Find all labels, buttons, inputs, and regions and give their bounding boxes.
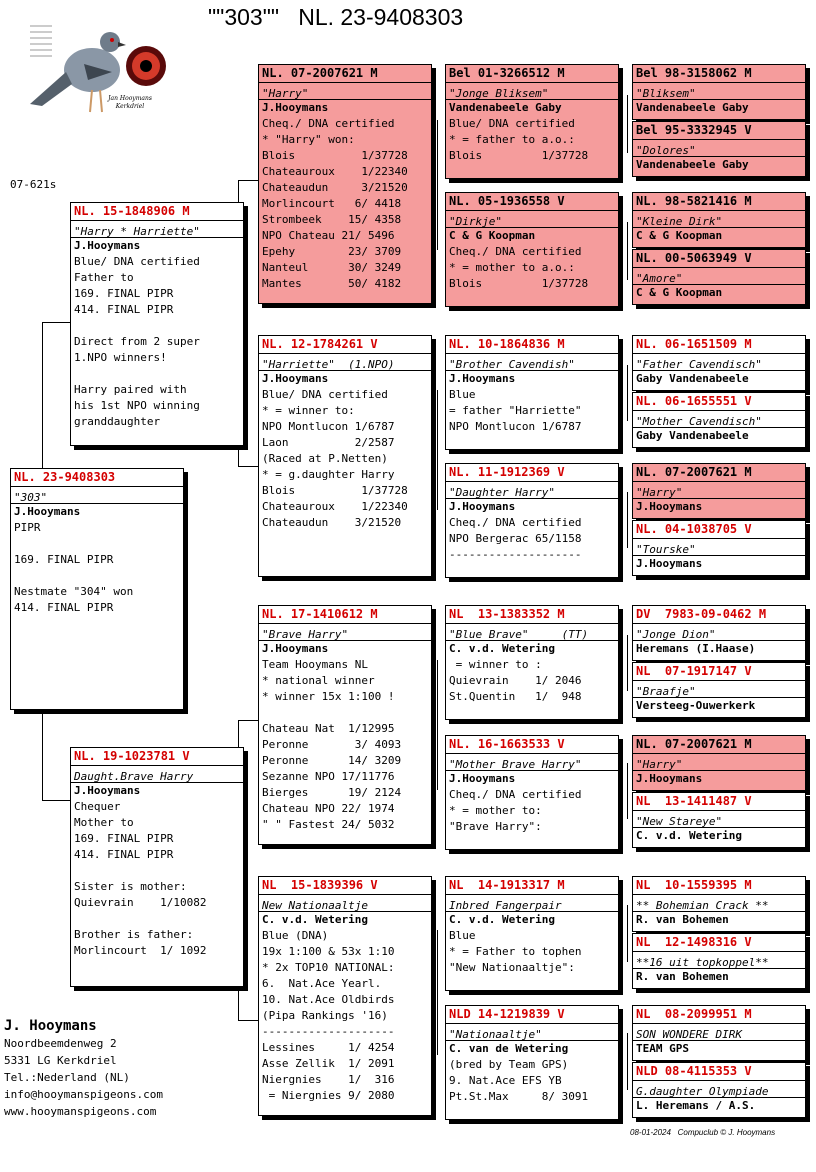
pigeon-card-h3 xyxy=(632,192,806,248)
ring-number: NL 14-1913317 M xyxy=(446,877,618,895)
pigeon-name: "Mother Cavendisch" xyxy=(633,411,805,428)
breeder-name: J.Hooymans xyxy=(74,239,141,252)
ring-number: NL. 10-1864836 M xyxy=(446,336,618,354)
info-line: Chateaudun 3/21520 xyxy=(262,516,402,529)
ring-number: Bel 01-3266512 M xyxy=(446,65,618,83)
breeder-name: C. v.d. Wetering xyxy=(449,913,555,926)
pigeon-name: "Jonge Dion" xyxy=(633,624,805,641)
connector xyxy=(238,180,258,181)
info-line: PIPR xyxy=(14,521,41,534)
breeder-name: Heremans (I.Haase) xyxy=(636,642,756,655)
info-line: 414. FINAL PIPR xyxy=(14,601,114,614)
info-line: 19x 1:100 & 53x 1:10 xyxy=(262,945,395,958)
pigeon-name: "Father Cavendisch" xyxy=(633,354,805,371)
pigeon-name: "Jonge Bliksem" xyxy=(446,83,618,100)
breeder-name: C & G Koopman xyxy=(636,229,723,242)
breeder-name: C. van de Wetering xyxy=(449,1042,569,1055)
connector xyxy=(238,720,258,721)
ring-number: NL 08-2099951 M xyxy=(633,1006,805,1024)
breeder-name: J.Hooymans xyxy=(262,642,329,655)
info-line: = winner to : xyxy=(449,658,542,671)
info-line: * winner 15x 1:100 ! xyxy=(262,690,395,703)
pigeon-name: "Daughter Harry" xyxy=(446,482,618,499)
ring-number: NL 13-1383352 M xyxy=(446,606,618,624)
info-line: "Brave Harry": xyxy=(449,820,542,833)
info-line: Nestmate "304" won xyxy=(14,585,134,598)
pigeon-card-h10 xyxy=(632,662,806,718)
pigeon-card-h16 xyxy=(632,1062,806,1118)
info-line: Lessines 1/ 4254 xyxy=(262,1041,395,1054)
breeder-name: C. v.d. Wetering xyxy=(449,642,555,655)
info-line: 9. Nat.Ace EFS YB xyxy=(449,1074,562,1087)
info-line: Team Hooymans NL xyxy=(262,658,368,671)
info-line: Blois 1/37728 xyxy=(449,149,589,162)
pigeon-name: "Blue Brave" (TT) xyxy=(446,624,618,641)
info-line: Strombeek 15/ 4358 xyxy=(262,213,402,226)
info-line: Blue/ DNA certified xyxy=(74,255,200,268)
owner-email[interactable]: info@hooymanspigeons.com xyxy=(4,1088,163,1101)
ring-number: NL. 07-2007621 M xyxy=(259,65,431,83)
info-line: Blue xyxy=(449,929,476,942)
info-line: Chateauroux 1/22340 xyxy=(262,500,408,513)
ring-number: Bel 95-3332945 V xyxy=(633,122,805,140)
info-line: Blois 1/37728 xyxy=(262,149,408,162)
info-line: Sezanne NPO 17/11776 xyxy=(262,770,395,783)
info-line: Morlincourt 1/ 1092 xyxy=(74,944,207,957)
info-line: granddaughter xyxy=(74,415,161,428)
connector xyxy=(627,95,628,153)
info-line: NPO Montlucon 1/6787 xyxy=(262,420,395,433)
info-line: Morlincourt 6/ 4418 xyxy=(262,197,402,210)
info-line: Chateau NPO 22/ 1974 xyxy=(262,802,395,815)
pigeon-card-h4 xyxy=(632,249,806,305)
info-line: Pt.St.Max 8/ 3091 xyxy=(449,1090,589,1103)
info-line: * = mother to: xyxy=(449,804,542,817)
owner-website[interactable]: www.hooymanspigeons.com xyxy=(4,1105,157,1118)
pigeon-card-h9 xyxy=(632,605,806,661)
pigeon-name: "Mother Brave Harry" xyxy=(446,754,618,771)
breeder-name: Gaby Vandenabeele xyxy=(636,372,749,385)
breeder-name: Vandenabeele Gaby xyxy=(636,101,749,114)
info-line: -------------------- xyxy=(449,548,582,561)
pigeon-card-gd2 xyxy=(258,876,432,1116)
connector xyxy=(42,322,43,468)
info-line: * = Father to tophen xyxy=(449,945,582,958)
info-line: NPO Chateau 21/ 5496 xyxy=(262,229,395,242)
logo-caption: Jan Hooymans xyxy=(108,95,152,102)
pigeon-name: "Harry" xyxy=(633,482,805,499)
owner-line: 5331 LG Kerkdriel xyxy=(4,1054,117,1067)
pigeon-name: Inbred Fangerpair xyxy=(446,895,618,912)
connector xyxy=(627,222,628,280)
pedigree-code: 07-621s xyxy=(10,178,57,191)
info-line xyxy=(71,863,243,879)
info-line: 1.NPO winners! xyxy=(74,351,167,364)
info-line xyxy=(11,536,183,552)
connector xyxy=(627,492,628,548)
info-line: Sister is mother: xyxy=(74,880,187,893)
info-line: -------------------- xyxy=(262,1025,395,1038)
pigeon-card-h13 xyxy=(632,876,806,932)
pigeon-name: New Nationaaltje xyxy=(259,895,431,912)
connector xyxy=(627,635,628,691)
connector xyxy=(437,390,438,510)
breeder-name: J.Hooymans xyxy=(636,557,703,570)
ring-number: Bel 98-3158062 M xyxy=(633,65,805,83)
pigeon-card-gs1 xyxy=(258,64,432,304)
info-line: his 1st NPO winning xyxy=(74,399,200,412)
info-line: Quievrain 1/10082 xyxy=(74,896,207,909)
connector xyxy=(437,660,438,790)
info-line: Bierges 19/ 2124 xyxy=(262,786,402,799)
pigeon-card-gd1 xyxy=(258,335,432,577)
breeder-name: J.Hooymans xyxy=(636,772,703,785)
ring-number: DV 7983-09-0462 M xyxy=(633,606,805,624)
footer-credit: 08-01-2024 Compuclub © J. Hooymans xyxy=(630,1128,776,1137)
pigeon-card-g1 xyxy=(445,64,619,179)
pigeon-card-h2 xyxy=(632,121,806,177)
pigeon-name: "Nationaaltje" xyxy=(446,1024,618,1041)
info-line: Blois 1/37728 xyxy=(262,484,408,497)
pigeon-card-h1 xyxy=(632,64,806,120)
info-line xyxy=(11,568,183,584)
pigeon-card-h11 xyxy=(632,735,806,791)
info-line: * "Harry" won: xyxy=(262,133,355,146)
breeder-name: J.Hooymans xyxy=(14,505,81,518)
pigeon-name: "Dirkje" xyxy=(446,211,618,228)
owner-line: Tel.:Nederland (NL) xyxy=(4,1071,130,1084)
breeder-name: Gaby Vandenabeele xyxy=(636,429,749,442)
owner-line: Noordbeemdenweg 2 xyxy=(4,1037,117,1050)
breeder-name: Vandenabeele Gaby xyxy=(636,158,749,171)
pigeon-card-g2 xyxy=(445,192,619,307)
info-line: Nanteul 30/ 3249 xyxy=(262,261,402,274)
ring-number: NL 13-1411487 V xyxy=(633,793,805,811)
pigeon-name: **16 uit topkoppel** xyxy=(633,952,805,969)
pigeon-name: "Harry" xyxy=(633,754,805,771)
info-line: * national winner xyxy=(262,674,375,687)
owner-block xyxy=(4,1018,163,1120)
ring-number: NL. 00-5063949 V xyxy=(633,250,805,268)
owner-name: J. Hooymans xyxy=(4,1018,97,1034)
pigeon-card-g4 xyxy=(445,463,619,578)
info-line xyxy=(71,911,243,927)
info-line: Cheq./ DNA certified xyxy=(449,516,582,529)
pigeon-name: "Bliksem" xyxy=(633,83,805,100)
ring-number: NL. 98-5821416 M xyxy=(633,193,805,211)
breeder-name: C & G Koopman xyxy=(636,286,723,299)
info-line: 6. Nat.Ace Yearl. xyxy=(262,977,382,990)
breeder-name: J.Hooymans xyxy=(636,500,703,513)
ring-number: NL. 15-1848906 M xyxy=(71,203,243,221)
ring-number: NL. 07-2007621 M xyxy=(633,736,805,754)
ring-number: NL. 06-1655551 V xyxy=(633,393,805,411)
pigeon-card-h8 xyxy=(632,520,806,576)
info-line: * = g.daughter Harry xyxy=(262,468,395,481)
pigeon-card-g7 xyxy=(445,876,619,991)
ring-number: NL 07-1917147 V xyxy=(633,663,805,681)
ring-number: NL 12-1498316 V xyxy=(633,934,805,952)
info-line: Mother to xyxy=(74,816,134,829)
info-line: 169. FINAL PIPR xyxy=(74,287,174,300)
connector xyxy=(627,763,628,819)
breeder-name: J.Hooymans xyxy=(262,372,329,385)
ring-number: NL. 06-1651509 M xyxy=(633,336,805,354)
breeder-name: Vandenabeele Gaby xyxy=(449,101,562,114)
page-title: ""303"" NL. 23-9408303 xyxy=(208,4,464,30)
pigeon-card-h7 xyxy=(632,463,806,519)
info-line: (bred by Team GPS) xyxy=(449,1058,569,1071)
pigeon-name: "Harriette" (1.NPO) xyxy=(259,354,431,371)
info-line: Chequer xyxy=(74,800,121,813)
pigeon-card-h5 xyxy=(632,335,806,391)
connector xyxy=(627,905,628,962)
breeder-name: R. van Bohemen xyxy=(636,913,729,926)
pigeon-name: "Harry * Harriette" xyxy=(71,221,243,238)
ring-number: NL. 12-1784261 V xyxy=(259,336,431,354)
info-line: * = mother to a.o.: xyxy=(449,261,575,274)
connector xyxy=(42,322,70,323)
info-line: Cheq./ DNA certified xyxy=(449,245,582,258)
info-line: Harry paired with xyxy=(74,383,187,396)
breeder-name: J.Hooymans xyxy=(449,372,516,385)
pigeon-card-sire xyxy=(70,202,244,446)
breeder-name: L. Heremans / A.S. xyxy=(636,1099,756,1112)
ring-number: NL. 11-1912369 V xyxy=(446,464,618,482)
connector xyxy=(437,120,438,250)
info-line: Cheq./ DNA certified xyxy=(449,788,582,801)
ring-number: NL. 04-1038705 V xyxy=(633,521,805,539)
pigeon-name: ** Bohemian Crack ** xyxy=(633,895,805,912)
info-line xyxy=(71,318,243,334)
connector xyxy=(437,930,438,1055)
ring-number: NL. 17-1410612 M xyxy=(259,606,431,624)
pigeon-name: SON WONDERE DIRK xyxy=(633,1024,805,1041)
connector xyxy=(238,466,258,467)
ring-number: NL. 19-1023781 V xyxy=(71,748,243,766)
info-line: Direct from 2 super xyxy=(74,335,200,348)
pigeon-name: "Brave Harry" xyxy=(259,624,431,641)
ring-number: NL. 16-1663533 V xyxy=(446,736,618,754)
info-line: Quievrain 1/ 2046 xyxy=(449,674,582,687)
pigeon-card-h15 xyxy=(632,1005,806,1061)
info-line: Niergnies 1/ 316 xyxy=(262,1073,395,1086)
info-line: Blue/ DNA certified xyxy=(449,117,575,130)
info-line: = Niergnies 9/ 2080 xyxy=(262,1089,395,1102)
breeder-name: J.Hooymans xyxy=(74,784,141,797)
breeder-name: J.Hooymans xyxy=(449,772,516,785)
breeder-name: C. v.d. Wetering xyxy=(636,829,742,842)
info-line: 10. Nat.Ace Oldbirds xyxy=(262,993,395,1006)
info-line: * 2x TOP10 NATIONAL: xyxy=(262,961,395,974)
pigeon-name: "New Stareye" xyxy=(633,811,805,828)
pigeon-name: "Brother Cavendish" xyxy=(446,354,618,371)
pigeon-name: "303" xyxy=(11,487,183,504)
info-line: " " Fastest 24/ 5032 xyxy=(262,818,395,831)
info-line: = father "Harriette" xyxy=(449,404,582,417)
pigeon-name: "Tourske" xyxy=(633,539,805,556)
info-line: Blue (DNA) xyxy=(262,929,329,942)
info-line: * = winner to: xyxy=(262,404,355,417)
info-line: * = father to a.o.: xyxy=(449,133,575,146)
breeder-name: R. van Bohemen xyxy=(636,970,729,983)
info-line xyxy=(71,366,243,382)
info-line: Brother is father: xyxy=(74,928,194,941)
pigeon-card-gs2 xyxy=(258,605,432,845)
pigeon-name: "Kleine Dirk" xyxy=(633,211,805,228)
info-line: 169. FINAL PIPR xyxy=(14,553,114,566)
pigeon-card-h14 xyxy=(632,933,806,989)
ring-number: NL 15-1839396 V xyxy=(259,877,431,895)
pigeon-name: Daught.Brave Harry xyxy=(71,766,243,783)
ring-number: NL. 07-2007621 M xyxy=(633,464,805,482)
breeder-name: J.Hooymans xyxy=(449,500,516,513)
breeder-name: C & G Koopman xyxy=(449,229,536,242)
info-line: NPO Bergerac 65/1158 xyxy=(449,532,582,545)
connector xyxy=(42,800,70,801)
connector xyxy=(238,1020,258,1021)
pigeon-card-main xyxy=(10,468,184,710)
info-line: 414. FINAL PIPR xyxy=(74,848,174,861)
info-line: 414. FINAL PIPR xyxy=(74,303,174,316)
pigeon-card-dam xyxy=(70,747,244,987)
pigeon-name: G.daughter Olympiade xyxy=(633,1081,805,1098)
breeder-name: J.Hooymans xyxy=(262,101,329,114)
pigeon-card-h12 xyxy=(632,792,806,848)
ring-number: NL. 23-9408303 xyxy=(11,469,183,487)
pigeon-name: "Braafje" xyxy=(633,681,805,698)
pigeon-card-g5 xyxy=(445,605,619,720)
info-line: Laon 2/2587 xyxy=(262,436,395,449)
ring-number: NL 10-1559395 M xyxy=(633,877,805,895)
info-line: Father to xyxy=(74,271,134,284)
pigeon-name: "Harry" xyxy=(259,83,431,100)
pigeon-name: "Dolores" xyxy=(633,140,805,157)
logo-text-lines xyxy=(30,26,52,56)
info-line: Chateau Nat 1/12995 xyxy=(262,722,395,735)
info-line: Blois 1/37728 xyxy=(449,277,589,290)
info-line: 169. FINAL PIPR xyxy=(74,832,174,845)
info-line: St.Quentin 1/ 948 xyxy=(449,690,582,703)
info-line: Cheq./ DNA certified xyxy=(262,117,395,130)
ring-number: NLD 14-1219839 V xyxy=(446,1006,618,1024)
info-line: Blue xyxy=(449,388,476,401)
pigeon-name: "Amore" xyxy=(633,268,805,285)
breeder-name: Versteeg-Ouwerkerk xyxy=(636,699,756,712)
connector xyxy=(42,710,43,800)
info-line: (Raced at P.Netten) xyxy=(262,452,388,465)
breeder-name: TEAM GPS xyxy=(636,1042,689,1055)
connector xyxy=(627,365,628,421)
eye-icon xyxy=(126,46,166,86)
info-line: Asse Zellik 1/ 2091 xyxy=(262,1057,395,1070)
info-line: "New Nationaaltje": xyxy=(449,961,575,974)
breeder-name: C. v.d. Wetering xyxy=(262,913,368,926)
info-line: Epehy 23/ 3709 xyxy=(262,245,402,258)
info-line: Blue/ DNA certified xyxy=(262,388,388,401)
info-line: Peronne 3/ 4093 xyxy=(262,738,402,751)
info-line: Peronne 14/ 3209 xyxy=(262,754,402,767)
info-line: Mantes 50/ 4182 xyxy=(262,277,402,290)
info-line: Chateauroux 1/22340 xyxy=(262,165,408,178)
pigeon-logo xyxy=(22,12,174,122)
info-line: (Pipa Rankings '16) xyxy=(262,1009,388,1022)
svg-text:Kerkdriel: Kerkdriel xyxy=(115,103,145,110)
pigeon-card-g6 xyxy=(445,735,619,850)
pigeon-card-g3 xyxy=(445,335,619,450)
ring-number: NL. 05-1936558 V xyxy=(446,193,618,211)
pigeon-card-h6 xyxy=(632,392,806,448)
pigeon-card-g8 xyxy=(445,1005,619,1120)
ring-number: NLD 08-4115353 V xyxy=(633,1063,805,1081)
info-line: Chateaudun 3/21520 xyxy=(262,181,408,194)
connector xyxy=(627,1033,628,1090)
info-line: NPO Montlucon 1/6787 xyxy=(449,420,582,433)
info-line xyxy=(259,705,431,721)
